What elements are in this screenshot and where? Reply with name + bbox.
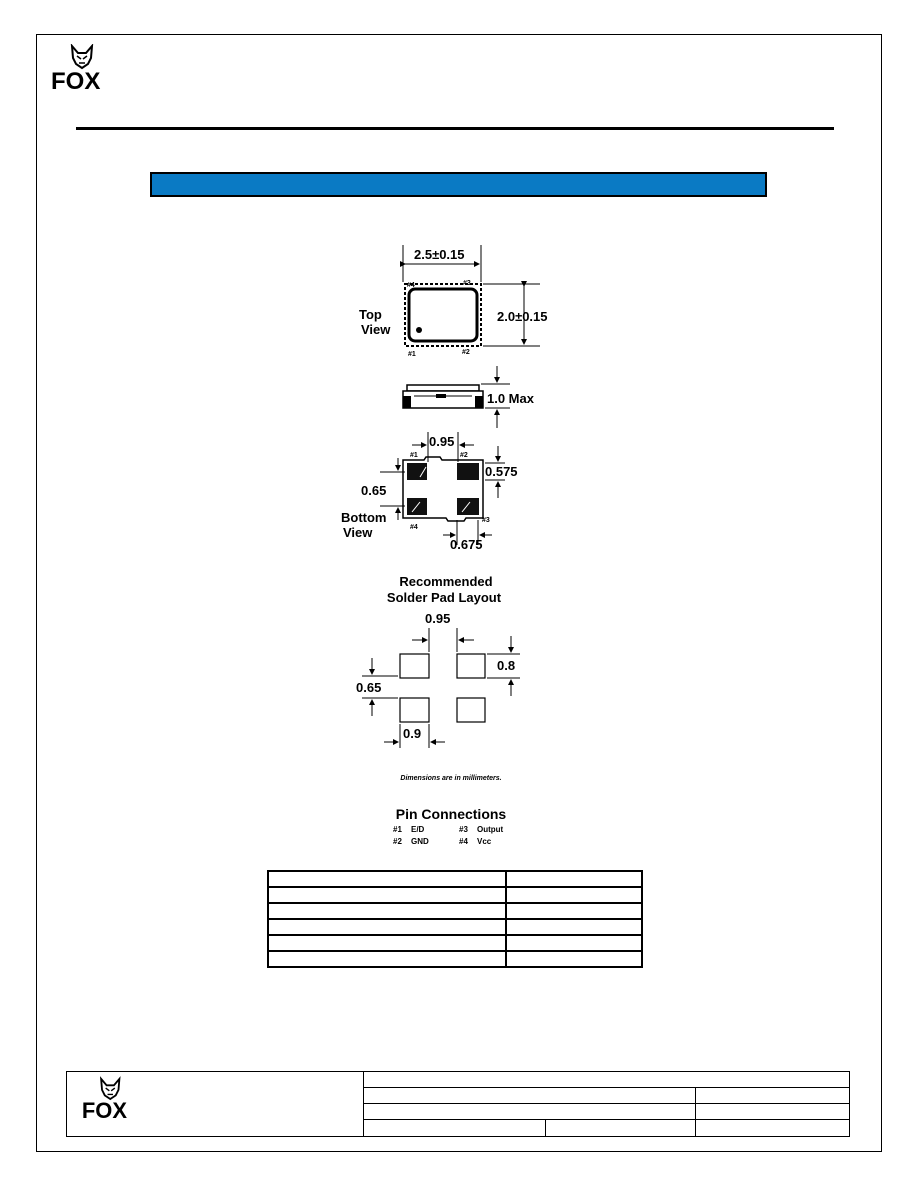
table-cell	[506, 871, 642, 887]
table-cell	[506, 919, 642, 935]
fox-logo-text: FOX	[51, 68, 101, 92]
solder-pad-w-dim: 0.9	[403, 726, 422, 741]
table-cell	[506, 935, 642, 951]
table-row	[268, 951, 642, 967]
title-block-logo-cell	[67, 1072, 364, 1136]
pin-connections	[393, 806, 506, 846]
table-cell	[268, 919, 506, 935]
table-cell	[268, 871, 506, 887]
top-view-label-2: View	[361, 322, 391, 337]
bottom-pin1: #1	[410, 452, 418, 459]
bottom-pitch-x-dim: 0.95	[429, 434, 455, 449]
title-block-row	[364, 1120, 850, 1136]
pin4-name: Vcc	[477, 837, 492, 846]
solder-pad-2	[457, 654, 485, 678]
pin2-name: GND	[411, 837, 429, 846]
pin1-name: E/D	[411, 825, 425, 834]
bottom-view-label-2: View	[343, 525, 373, 540]
top-pin1: #1	[408, 351, 416, 358]
top-width-dim: 2.5±0.15	[414, 247, 465, 262]
title-block-row	[364, 1104, 850, 1120]
table-cell	[268, 887, 506, 903]
solder-pitch-y-dim: 0.65	[356, 680, 382, 695]
title-block-cell	[545, 1120, 696, 1136]
solder-title-1: Recommended	[399, 574, 493, 589]
solder-pad-1	[400, 654, 429, 678]
bottom-pin3: #3	[482, 517, 490, 524]
bottom-view	[341, 432, 518, 552]
table-row	[268, 935, 642, 951]
bottom-pad-w-dim: 0.675	[450, 537, 483, 552]
top-view-label-1: Top	[359, 307, 382, 322]
title-block-cell	[364, 1120, 546, 1136]
top-view	[359, 245, 548, 358]
bottom-pitch-y-dim: 0.65	[361, 483, 387, 498]
solder-pad-4	[400, 698, 429, 722]
title-block-cell	[364, 1088, 696, 1103]
title-block	[66, 1071, 850, 1137]
top-pin4: #4	[407, 282, 415, 289]
units-note: Dimensions are in millimeters.	[400, 775, 502, 782]
solder-gap-x-dim: 0.95	[425, 611, 451, 626]
title-block-cell	[364, 1104, 696, 1119]
pin-connections-title: Pin Connections	[395, 806, 507, 822]
pin3-name: Output	[477, 825, 504, 834]
table-row	[268, 919, 642, 935]
bottom-view-label-1: Bottom	[341, 510, 387, 525]
table-row	[268, 871, 642, 887]
bottom-pin2: #2	[460, 452, 468, 459]
table-row	[268, 903, 642, 919]
title-block-row	[364, 1072, 850, 1088]
pin3-num: #3	[459, 825, 468, 834]
table-cell	[506, 887, 642, 903]
side-height-dim: 1.0 Max	[487, 391, 534, 406]
table-cell	[268, 951, 506, 967]
solder-pad-3	[457, 698, 485, 722]
top-pin3: #3	[463, 280, 471, 287]
pin4-num: #4	[459, 837, 468, 846]
fox-logo-footer-text: FOX	[81, 1098, 128, 1122]
solder-title-2: Solder Pad Layout	[386, 590, 502, 605]
pin2-num: #2	[393, 837, 402, 846]
bottom-pad-h-dim: 0.575	[485, 464, 518, 479]
pin1-dot	[416, 327, 422, 333]
top-height-dim: 2.0±0.15	[497, 309, 548, 324]
solder-pad-layout	[356, 574, 520, 748]
side-view	[403, 366, 535, 428]
title-block-row	[364, 1088, 850, 1104]
title-block-grid	[364, 1072, 850, 1136]
pin1-num: #1	[393, 825, 402, 834]
bottom-pin4: #4	[410, 524, 418, 531]
table-row	[268, 887, 642, 903]
table-cell	[268, 903, 506, 919]
top-pin2: #2	[462, 349, 470, 356]
table-cell	[268, 935, 506, 951]
spec-table	[267, 870, 643, 968]
table-cell	[506, 903, 642, 919]
solder-pad-h-dim: 0.8	[497, 658, 516, 673]
table-cell	[506, 951, 642, 967]
fox-logo-footer	[81, 1076, 145, 1122]
